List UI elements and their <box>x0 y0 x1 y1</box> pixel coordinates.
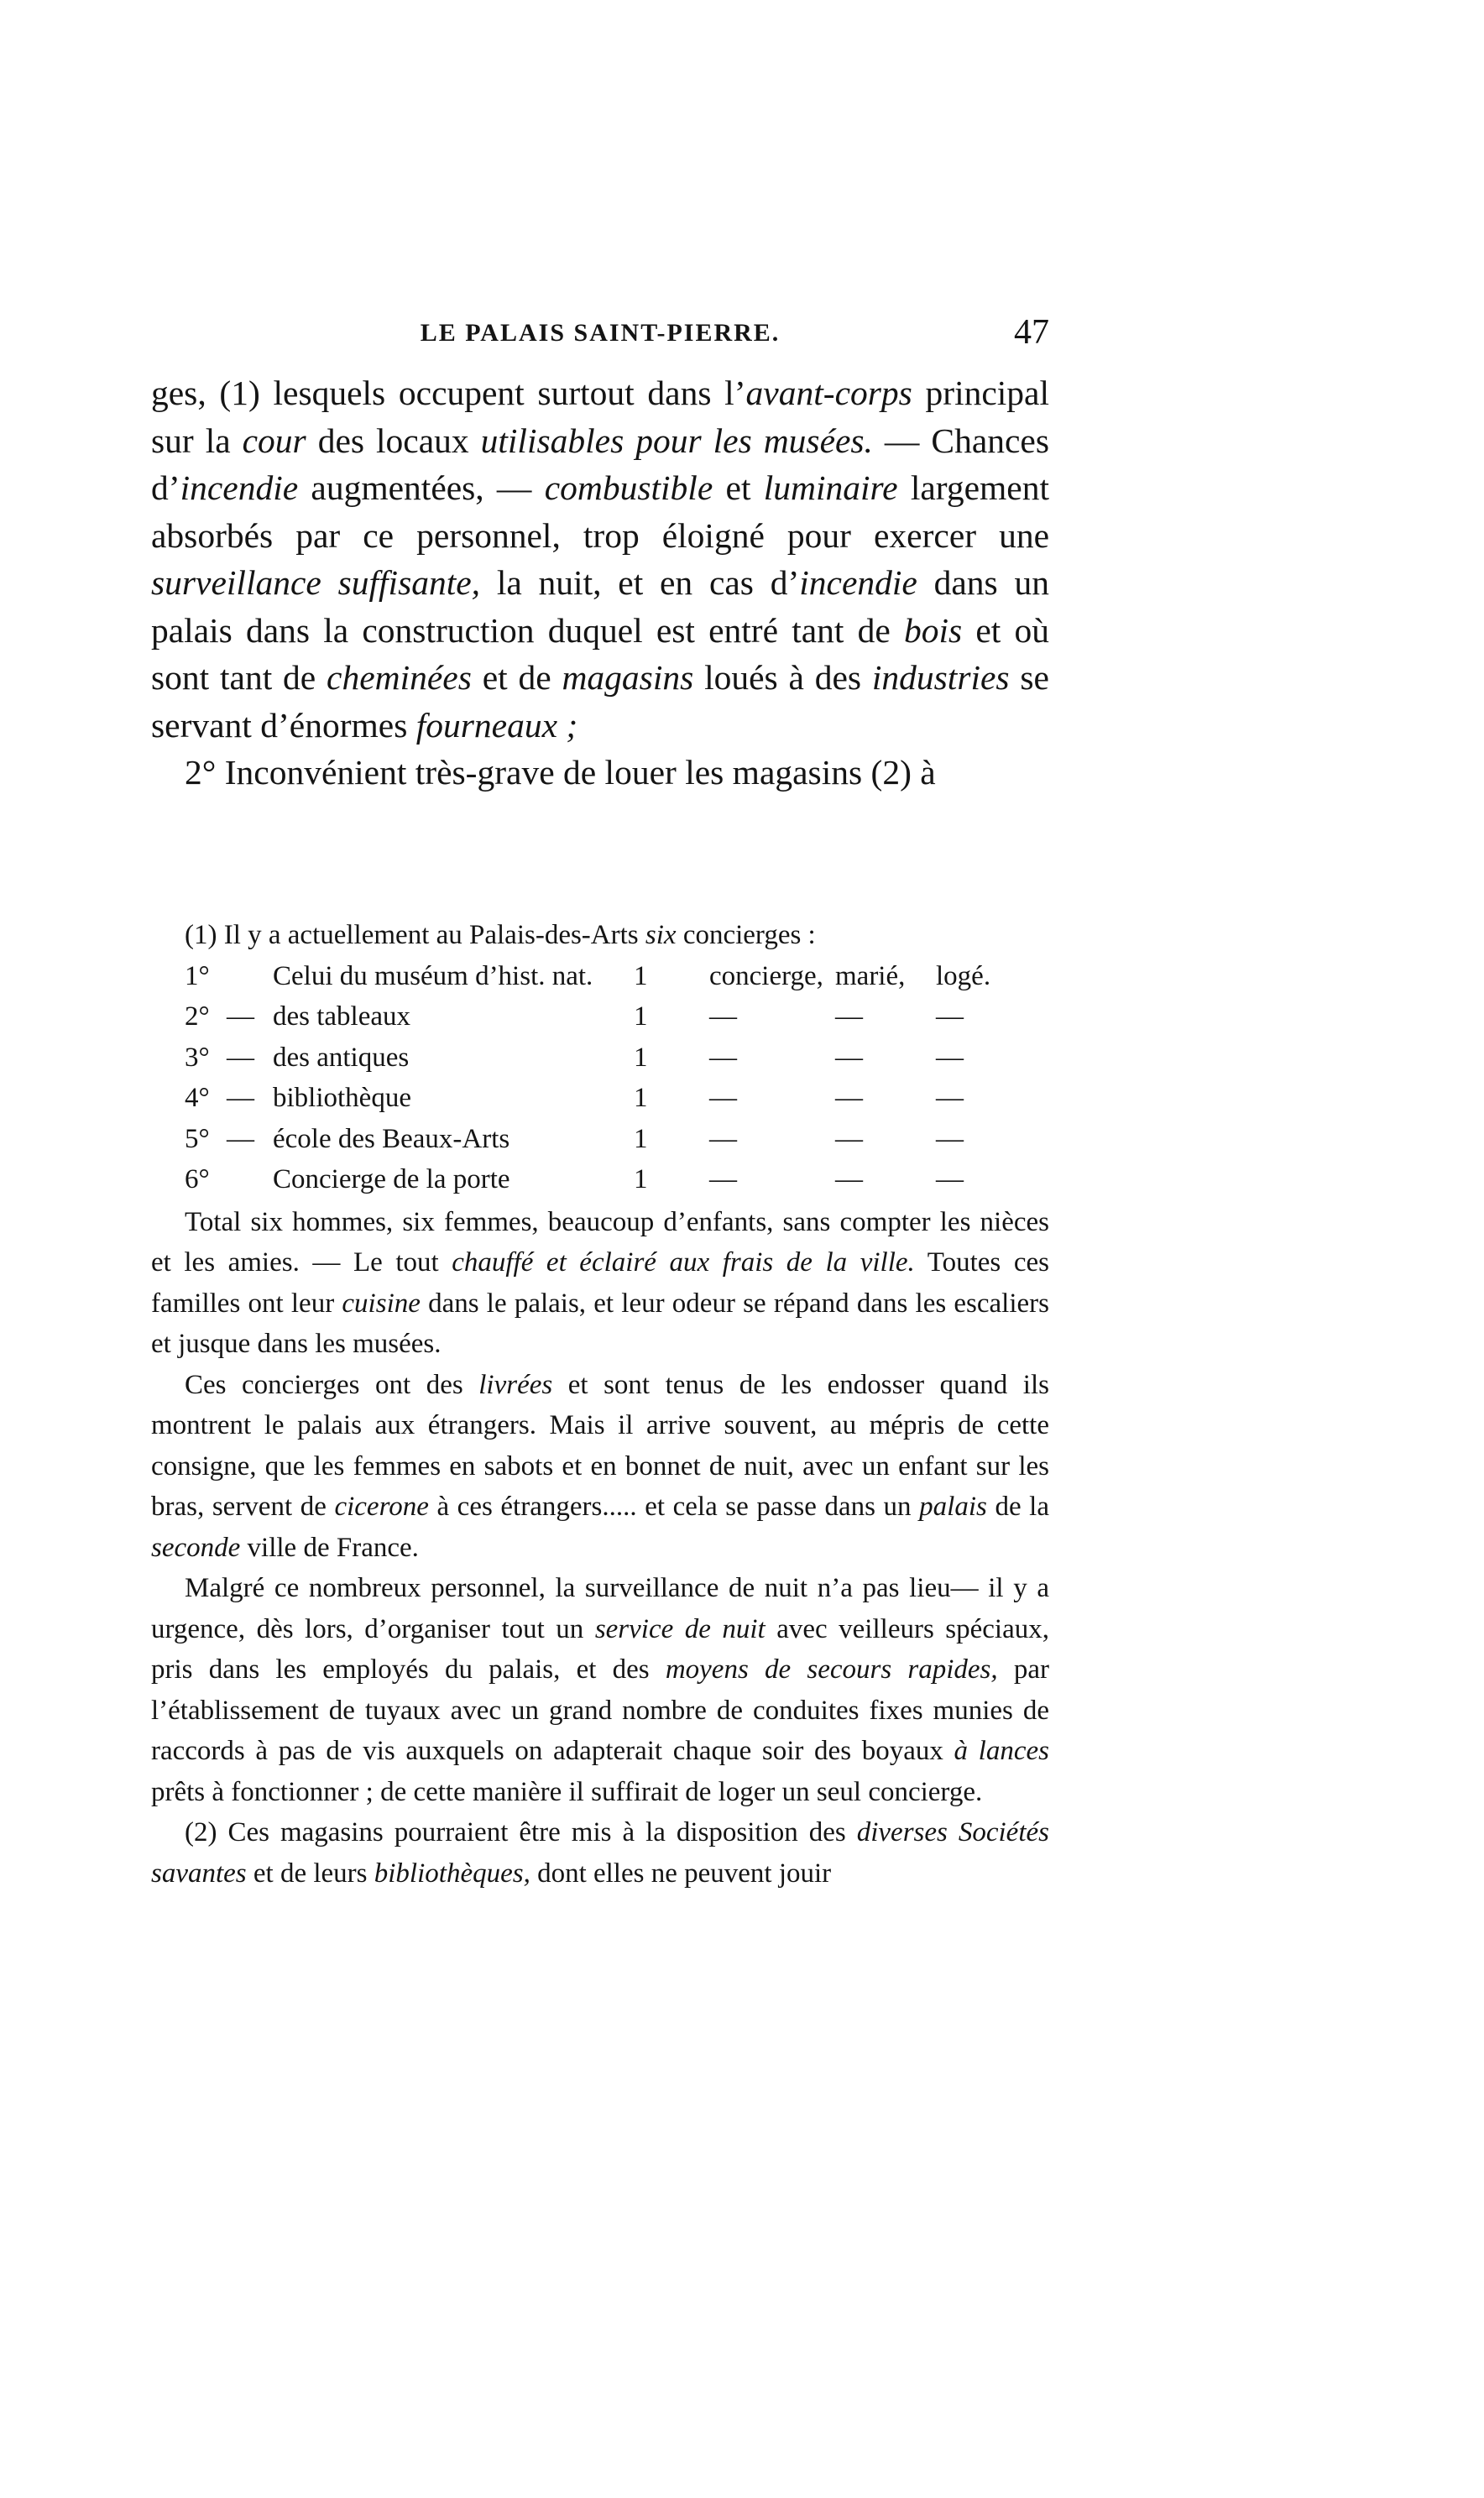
text-run: augmentées, — <box>298 468 545 507</box>
italic-run: cheminées <box>327 658 472 697</box>
concierge-cell-count: 1 <box>634 1164 648 1194</box>
text-run: et de leurs <box>246 1858 374 1889</box>
paragraph-2: 2° Inconvénient très-grave de louer les magasins (2) à <box>185 753 936 792</box>
italic-run: bibliothèques, <box>374 1858 530 1889</box>
italic-run: utilisables pour les musées. <box>480 421 873 460</box>
text-run: Ces concierges ont des <box>185 1369 479 1400</box>
text-run: dans un palais dans la construction duquel est entré tant de <box>151 563 1049 650</box>
footnote-1-night-service <box>151 1568 1049 1812</box>
italic-run: service de nuit <box>594 1613 766 1644</box>
italic-run: surveillance suffisante, <box>151 563 481 602</box>
text-run: Total six hommes, six femmes, beaucoup d’enfants, sans compter les nièces et les amies. — Le tout <box>151 1206 1049 1278</box>
concierge-cell-l: — <box>936 1001 964 1032</box>
italic-run: industries <box>871 658 1010 697</box>
concierge-cell-num: 1° <box>185 960 210 991</box>
concierge-cell-m: — <box>835 1164 863 1194</box>
text-run: et où sont tant de <box>151 610 1050 697</box>
concierge-cell-loc: école des Beaux-Arts <box>273 1123 510 1154</box>
text-run: et <box>713 468 764 507</box>
footnotes <box>151 915 1049 1894</box>
concierge-cell-loc: des antiques <box>273 1042 410 1073</box>
italic-run: incendie <box>799 563 917 602</box>
text-run: Toutes ces familles ont leur <box>151 1247 1049 1319</box>
text-run: ges, (1) lesquels occupent surtout dans l’ <box>151 374 746 412</box>
concierge-cell-loc: Concierge de la porte <box>273 1164 510 1194</box>
concierge-cell-dash <box>227 1159 273 1200</box>
italic-run: livrées <box>478 1369 553 1400</box>
concierge-cell-loc: bibliothèque <box>273 1083 411 1113</box>
italic-run: luminaire <box>763 468 898 507</box>
concierge-cell-dash: — <box>227 1123 254 1154</box>
concierge-cell-count: 1 <box>634 960 648 991</box>
italic-run: magasins <box>562 658 694 697</box>
concierge-cell-num: 4° <box>185 1083 210 1113</box>
concierge-cell-num: 2° <box>185 1001 210 1032</box>
footnote-1-intro <box>151 915 1049 956</box>
footnote-1-liveries <box>151 1365 1049 1569</box>
text-run: largement absorbés par ce personnel, trop éloigné pour exercer une <box>151 468 1050 555</box>
text-run: se servant d’énormes <box>151 658 1049 745</box>
footnote-1-total <box>151 1202 1049 1365</box>
concierge-cell-m: — <box>835 1042 863 1073</box>
concierge-cell-l: — <box>936 1123 964 1154</box>
italic-run: cuisine <box>342 1288 421 1319</box>
concierge-row <box>185 1078 999 1119</box>
concierge-row <box>185 996 999 1037</box>
concierge-cell-c: — <box>709 1123 737 1154</box>
text-run: dans le palais, et leur odeur se répand dans les escaliers et jusque dans les musées. <box>151 1288 1049 1359</box>
concierge-cell-num: 5° <box>185 1123 210 1154</box>
concierge-cell-l: logé. <box>936 960 991 991</box>
concierge-cell-m: — <box>835 1083 863 1113</box>
text-run: ville de France. <box>240 1532 419 1563</box>
italic-run: combustible <box>544 468 713 507</box>
text-run: et sont tenus de les endosser quand ils montrent le palais aux étrangers. Mais il arrive souvent, au mépris de cette consigne, que les femmes en sabots et en bonnet de nuit, avec un enfant sur les bras, servent de <box>151 1369 1049 1522</box>
concierge-row <box>185 1037 999 1079</box>
italic-run: diverses Sociétés savantes <box>151 1817 1049 1889</box>
page-number: 47 <box>1014 313 1049 352</box>
text-run: — Chances d’ <box>151 421 1049 507</box>
italic-run: bois <box>904 610 963 650</box>
concierge-cell-l: — <box>936 1083 964 1113</box>
concierge-cell-loc: des tableaux <box>273 1001 411 1032</box>
italic-run: cicerone <box>334 1492 429 1522</box>
concierge-cell-c: concierge, <box>709 960 823 991</box>
text-run: principal sur la <box>151 374 1050 460</box>
concierge-cell-c: — <box>709 1042 737 1073</box>
concierge-cell-count: 1 <box>634 1042 648 1073</box>
concierge-cell-num: 6° <box>185 1164 210 1194</box>
main-text <box>151 369 1049 797</box>
italic-run: à lances <box>954 1736 1049 1766</box>
concierge-cell-dash: — <box>227 1083 254 1113</box>
text-run: à ces étrangers..... et cela se passe dans un <box>428 1492 920 1522</box>
concierge-cell-m: marié, <box>835 960 906 991</box>
text-run: et de <box>471 658 562 697</box>
concierge-cell-m: — <box>835 1123 863 1154</box>
italic-run: cour <box>242 421 306 460</box>
running-title: LE PALAIS SAINT-PIERRE. <box>420 319 781 347</box>
text-run: la nuit, et en cas d’ <box>480 563 800 602</box>
italic-run: palais <box>919 1492 987 1522</box>
italic-run: fourneaux ; <box>415 705 578 745</box>
concierge-cell-num: 3° <box>185 1042 210 1073</box>
italic-run: avant-corps <box>745 374 912 412</box>
paragraph-1 <box>151 369 1049 749</box>
text-run: concierges : <box>676 920 816 950</box>
text-run: (2) Ces magasins pourraient être mis à la disposition des <box>185 1817 857 1847</box>
concierge-cell-c: — <box>709 1083 737 1113</box>
text-run: des locaux <box>306 421 481 460</box>
italic-run: incendie <box>180 468 299 507</box>
concierge-cell-dash: — <box>227 1042 254 1073</box>
text-run: avec veilleurs spéciaux, pris dans les employés du palais, et des <box>151 1613 1049 1685</box>
concierge-row <box>185 956 999 997</box>
text-run: par l’établissement de tuyaux avec un grand nombre de conduites fixes munies de raccords à pas de vis auxquels on adapterait chaque soir des boyaux <box>151 1654 1050 1766</box>
italic-run: moyens de secours rapides, <box>665 1654 998 1685</box>
concierge-cell-l: — <box>936 1042 964 1073</box>
italic-run: chauffé et éclairé aux frais de la ville. <box>452 1247 915 1278</box>
page-header <box>151 313 1049 369</box>
footnote-2 <box>151 1812 1049 1894</box>
concierge-cell-dash: — <box>227 1001 254 1032</box>
concierge-cell-l: — <box>936 1164 964 1194</box>
text-run: Malgré ce nombreux personnel, la surveillance de nuit n’a pas lieu— il y a urgence, dès lors, d’organiser tout un <box>151 1573 1049 1644</box>
text-run: (1) Il y a actuellement au Palais-des-Arts <box>185 920 645 950</box>
concierge-cell-count: 1 <box>634 1083 648 1113</box>
concierge-cell-loc: Celui du muséum d’hist. nat. <box>273 960 593 991</box>
concierge-cell-count: 1 <box>634 1001 648 1032</box>
concierge-cell-c: — <box>709 1164 737 1194</box>
concierge-cell-m: — <box>835 1001 863 1032</box>
text-run: dont elles ne peuvent jouir <box>530 1858 832 1889</box>
text-run: de la <box>986 1492 1049 1522</box>
italic-run: six <box>645 920 677 950</box>
concierge-row <box>185 1119 999 1160</box>
concierge-cell-c: — <box>709 1001 737 1032</box>
italic-run: seconde <box>151 1532 241 1563</box>
text-run: loués à des <box>693 658 872 697</box>
text-run: prêts à fonctionner ; de cette manière il suffirait de loger un seul concierge. <box>151 1776 983 1807</box>
concierge-table <box>185 956 999 1200</box>
concierge-row <box>185 1159 999 1200</box>
concierge-cell-dash <box>227 956 273 997</box>
concierge-cell-count: 1 <box>634 1123 648 1154</box>
